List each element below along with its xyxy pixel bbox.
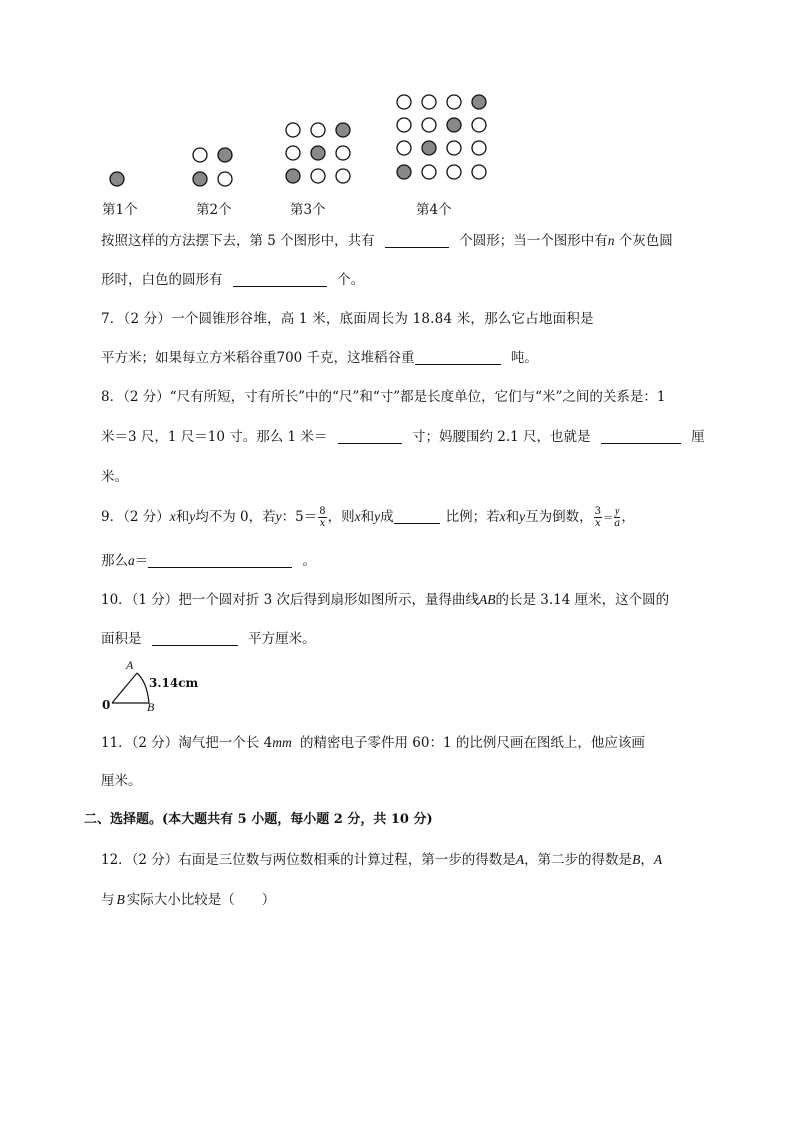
- text: 和: [505, 509, 520, 525]
- text: 面积是: [101, 631, 142, 647]
- denominator: x: [319, 518, 326, 529]
- text: 的长是 3.14 厘米，这个圆的: [495, 592, 670, 608]
- text: 的精密电子零件用 60：1 的比例尺画在图纸上，他应该画: [300, 735, 645, 751]
- variable: x: [354, 509, 361, 524]
- q8-line-3: 米。: [101, 469, 128, 485]
- text: 个灰色圆: [618, 233, 673, 249]
- text: 米＝3 尺，1 尺＝10 寸。那么 1 米＝: [101, 429, 328, 445]
- variable: x: [499, 509, 506, 524]
- sector-arc: [137, 673, 149, 703]
- text: 按照这样的方法摆下去，第 5 个图形中，共有: [101, 233, 375, 249]
- q8-line-1: 8．（2 分）“尺有所短，寸有所长”中的“尺”和“寸”都是长度单位，它们与“米”之间的关系是：1: [101, 389, 666, 405]
- variable: A: [653, 852, 663, 867]
- circle-pattern-figure: [0, 0, 794, 200]
- figure-label-3: 第3个: [290, 202, 326, 218]
- white-circle: [218, 172, 232, 186]
- point-b-label: B: [147, 700, 155, 714]
- answer-blank[interactable]: [338, 429, 402, 444]
- gray-circle: [336, 123, 350, 137]
- q12-line-2: [101, 888, 275, 908]
- text: 10．（1 分）把一个圆对折 3 次后得到扇形如图所示，量得曲线: [101, 592, 479, 608]
- text: 形时，白色的圆形有: [101, 272, 223, 288]
- white-circle: [193, 148, 207, 162]
- variable: B: [116, 892, 125, 907]
- text: 和: [175, 509, 190, 525]
- length-label: 3.14cm: [149, 676, 199, 690]
- point-o-label: 0: [102, 698, 111, 712]
- numerator: y: [614, 506, 620, 517]
- answer-blank[interactable]: [233, 272, 327, 287]
- answer-blank[interactable]: [394, 509, 440, 524]
- variable: y: [275, 509, 282, 524]
- white-circle: [422, 118, 436, 132]
- text: 厘: [691, 429, 705, 445]
- gray-circle: [311, 146, 325, 160]
- text: 互为倒数，: [525, 509, 593, 525]
- variable: y: [519, 509, 526, 524]
- q8-line-2: [101, 425, 705, 445]
- q11-line-2: 厘米。: [101, 773, 142, 789]
- text: ，则: [327, 509, 355, 525]
- text: ，第二步的得数是: [524, 852, 633, 868]
- variable: y: [374, 509, 381, 524]
- figure-label-1: 第1个: [102, 202, 138, 218]
- white-circle: [447, 95, 461, 109]
- answer-blank[interactable]: [415, 350, 501, 365]
- q7-line-2: [101, 346, 538, 366]
- gray-circle: [447, 118, 461, 132]
- q10-line-2: [101, 627, 316, 647]
- white-circle: [422, 165, 436, 179]
- white-circle: [286, 146, 300, 160]
- variable: AB: [478, 592, 496, 607]
- variable: n: [607, 233, 615, 248]
- gray-circle: [218, 148, 232, 162]
- answer-blank[interactable]: [148, 553, 292, 568]
- white-circle: [422, 95, 436, 109]
- point-a-label: A: [126, 658, 134, 672]
- text: 和: [360, 509, 375, 525]
- numerator: 3: [594, 506, 601, 517]
- white-circle: [447, 165, 461, 179]
- white-circle: [397, 95, 411, 109]
- gray-circle: [397, 165, 411, 179]
- text: 成: [380, 509, 394, 525]
- white-circle: [311, 123, 325, 137]
- text: 9．（2 分）: [101, 509, 170, 525]
- denominator: x: [594, 518, 601, 529]
- fraction-y-over-a: [614, 506, 620, 529]
- white-circle: [472, 141, 486, 155]
- figure-label-4: 第4个: [416, 202, 452, 218]
- text: 个。: [337, 272, 365, 288]
- variable: A: [515, 852, 525, 867]
- equals: ＝: [602, 513, 613, 524]
- white-circle: [447, 141, 461, 155]
- sector-radius-top: [112, 673, 137, 703]
- answer-blank[interactable]: [601, 429, 681, 444]
- white-circle: [311, 169, 325, 183]
- text: 那么: [101, 553, 128, 569]
- text: 。: [302, 553, 317, 569]
- q10-line-1: [101, 588, 669, 608]
- text: 与: [101, 892, 115, 908]
- q9-line-1: [101, 505, 635, 529]
- text: ，: [621, 509, 635, 525]
- text: 实际大小比较是（ ）: [126, 892, 276, 908]
- answer-blank[interactable]: [385, 233, 449, 248]
- white-circle: [397, 118, 411, 132]
- fraction-8-over-x: [318, 506, 326, 529]
- white-circle: [472, 118, 486, 132]
- q12-line-1: [101, 848, 662, 868]
- variable: y: [189, 509, 196, 524]
- gray-circle: [193, 172, 207, 186]
- variable: B: [632, 852, 641, 867]
- text: 12．（2 分）右面是三位数与两位数相乘的计算过程，第一步的得数是: [101, 852, 516, 868]
- gray-circle: [286, 169, 300, 183]
- white-circle: [336, 146, 350, 160]
- text: 均不为 0，若: [195, 509, 276, 525]
- figure-label-2: 第2个: [196, 202, 232, 218]
- q11-line-1: [101, 731, 645, 751]
- white-circle: [336, 169, 350, 183]
- gray-circle: [422, 141, 436, 155]
- q9-line-2: [101, 549, 316, 569]
- white-circle: [397, 141, 411, 155]
- variable: x: [169, 509, 176, 524]
- text: ：5＝: [281, 509, 318, 525]
- fraction-3-over-x: [594, 506, 602, 529]
- white-circle: [286, 123, 300, 137]
- text: 吨。: [510, 350, 538, 366]
- q6-line-1: [101, 229, 673, 249]
- text: 比例；若: [445, 509, 500, 525]
- unit: mm: [272, 735, 292, 750]
- text: 11．（2 分）淘气把一个长 4: [101, 735, 273, 751]
- variable: a: [128, 553, 135, 568]
- text: ，: [640, 852, 654, 868]
- denominator: a: [614, 518, 621, 529]
- text: 平方厘米。: [248, 631, 316, 647]
- text: ＝: [134, 553, 149, 569]
- numerator: 8: [319, 506, 326, 517]
- q6-line-2: [101, 268, 364, 288]
- gray-circle: [472, 95, 486, 109]
- white-circle: [472, 165, 486, 179]
- gray-circle: [110, 172, 124, 186]
- answer-blank[interactable]: [152, 631, 238, 646]
- text: 个圆形；当一个图形中有: [459, 233, 608, 249]
- text: 平方米；如果每立方米稻谷重700 千克，这堆稻谷重: [101, 350, 415, 366]
- section-2-title: 二、选择题。(本大题共有 5 小题，每小题 2 分，共 10 分): [84, 812, 433, 827]
- text: 寸；妈腰围约 2.1 尺，也就是: [412, 429, 591, 445]
- q7-line-1: 7．（2 分）一个圆锥形谷堆，高 1 米，底面周长为 18.84 米，那么它占地面积是: [101, 311, 594, 327]
